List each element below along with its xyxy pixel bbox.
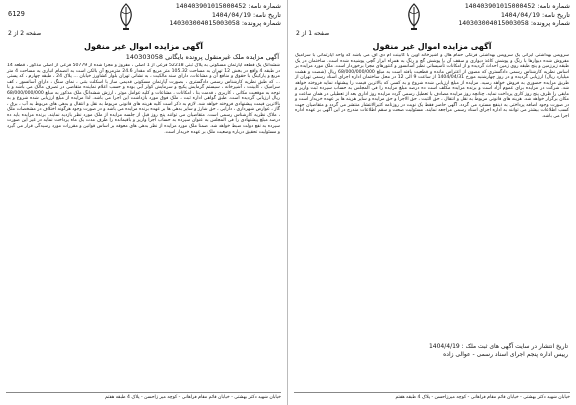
letter-no-label: شماره نامه: xyxy=(248,2,281,10)
letter-no: 140403901015000452 xyxy=(175,2,247,10)
notice-body: ششدانگ یک قطعه آپارتمان مسکونی به پلاک ثبتی 52218 فرعی از 1 اصلی ، مفروز و مجزا شده از 50779 فرعی از اصلی مذکور ، قطعه 14 در طبقه 4 واقع در بخش 12 تهران به مساحت 105.32 متر مربع که مقدار 24.6 مترمربع آن بالکن است به انضمام انباری به مساحت 4 متر مربع و پارکینگ با حقوق و منافع آن و مشاعات، دارای سند مالکیت ، به نشانی تهران بلوار کشاورز خیابان ... پلاک 24 ، طبقه چهارم ، کد پستی ... که طبق نظریه کارشناس رسمی دادگستری ، بصورت آپارتمان مسکونی قدیمی ساز با اسکلت بتنی ، نمای سنگ ، دارای آسانسور ، کف سرامیک ، کابینت ، آشپزخانه ، سیستم گرمایش پکیج و سرمایش کولر آبی بوده و حسب اعلام نماینده متقاضی در تصرف مالک می باشد و با توجه به موقعیت مکانی ، کاربری ، قدمت بنا ، امکانات ، مشاعات و کلیه عوامل موثر ، ارزش ششدانگ ملک مذکور به مبلغ 68/000/000/000 ریال ارزیابی گردیده است. طبق گواهی اداره ثبت ، ملک فوق مورد بازداشت این اجرا می باشد. لذا مزایده از مبلغ ارزیابی شده شروع و به بالاترین قیمت پیشنهادی فروخته خواهد شد. لازم به ذکر است کلیه هزینه های قانونی مربوط به نقل و انتقال و بدهی های مربوط به آب ، برق ، گاز ، عوارض شهرداری ، دارایی ، حق شارژ و سایر بدهی ها بر عهده برنده مزایده می باشد و در صورت وجود هرگونه اختلاف در مشخصات ملک ، ملاک نظریه کارشناس رسمی است. متقاضیان می توانند پنج روز قبل از جلسه مزایده از ملک مورد نظر بازدید نمایند. برنده مزایده باید ده درصد مبلغ پیشنهادی را فی المجلس به عنوان سپرده به حساب اجرا واریز و باقیمانده را ظرف مدت یک ماه پرداخت نماید در غیر این صورت سپرده به نفع دولت ضبط خواهد شد. ضمنا ملک مورد مزایده از نظر بدهی های معوقه بر اساس قوانین و مقررات مورد رسیدگی قرار می گیرد و مسئولیت تحقیق درباره وضعیت ملک بر عهده خریدار است. xyxy=(7,63,281,135)
letter-meta xyxy=(169,2,281,28)
letter-date: 1404/04/19 xyxy=(211,10,251,19)
page-title: آگهی مزایده اموال غیر منقول xyxy=(372,42,492,51)
letter-no: 140403901015000452 xyxy=(464,2,536,10)
page-number: صفحه 2 از 2 xyxy=(8,30,42,37)
page-footer xyxy=(294,392,570,401)
footer-address: خیابان شهید دکتر بهشتی - خیابان قائم مقام فراهانی - کوچه میرزاحسن - پلاک 4 طبقه هفتم xyxy=(395,395,570,400)
page-number: صفحه 1 از 2 xyxy=(296,30,330,37)
letter-date-label: تاریخ نامه: xyxy=(253,10,281,19)
case-no: 140303004015003058 xyxy=(169,19,240,27)
page-header xyxy=(288,0,576,42)
page-title: آگهی مزایده اموال غیر منقول xyxy=(84,42,203,51)
national-emblem-icon xyxy=(116,2,136,32)
notice-signature-block xyxy=(288,341,576,359)
case-no-label: شماره پرونده: xyxy=(241,19,281,27)
case-no: 140303004015003058 xyxy=(458,19,529,27)
page-subtitle: آگهی مزایده ملک غیرمنقول پرونده بایگانی 140303058 xyxy=(125,53,279,61)
document-page-1 xyxy=(288,0,576,405)
publish-date: تاریخ انتشار در سایت آگهی های ثبت ملک : 1404/4/19 xyxy=(428,343,568,350)
page-footer xyxy=(6,392,281,401)
letter-date-label: تاریخ نامه: xyxy=(542,10,570,19)
case-no-label: شماره پرونده: xyxy=(530,19,570,27)
national-emblem-icon xyxy=(404,2,424,32)
issuer: رییس اداره پنجم اجرای اسناد رسمی - عوالی زاده xyxy=(443,351,568,358)
letter-date: 1404/04/19 xyxy=(500,10,540,19)
letter-meta xyxy=(458,2,570,28)
tracking-code: 6129 xyxy=(8,10,25,18)
page-header xyxy=(0,0,287,42)
letter-no-label: شماره نامه: xyxy=(537,2,570,10)
notice-body: سرویس بهداشتی ایرانی یک سرویس بهداشتی فرنگی حمام هال و آشپزخانه اوپن با کابینت ام دی اف می باشد که واحد آپارتمانی با سرامیک مفروش شده دیوارها با رنگ و پوشش کاغذ دیواری و سقف آن با پوشش گچ و رنگ به همراه ابزار گچی پوشیده شده است. ساختمان در یک طبقه زیرزمین و پنج طبقه روی زمین احداث گردیده و از امکانات تأسیساتی نظیر آسانسور و کنتورهای مجزا برخوردار است. ملک مورد مزایده بر اساس نظریه کارشناس رسمی دادگستری که مصون از اعتراض مانده و قطعیت یافته است به مبلغ 68/000/000/000 ریال (شصت و هشت میلیارد ریال) ارزیابی گردیده و در روز چهارشنبه مورخ 1404/04/31 از ساعت 9 الی 12 در محل ساختمان اداره اجرای اسناد رسمی تهران از طریق مزایده حضوری به فروش خواهد رسید. مزایده از مبلغ ارزیابی شده شروع و به کسی که بالاترین قیمت را پیشنهاد نماید فروخته خواهد شد. شرکت در مزایده برای عموم آزاد است و برنده مزایده مکلف است ده درصد مبلغ مزایده را فی المجلس به حساب سپرده ثبت واریز و مابقی را ظرف پنج روز کاری پرداخت نماید. چنانچه روز مزایده مصادف با تعطیل رسمی گردد مزایده روز اداری بعد از تعطیلی در همان ساعت و مکان برگزار خواهد شد. هزینه های قانونی مربوط به نقل و انتقال ، حق الثبت ، حق الاجرا و حق مزایده و سایر هزینه ها بر عهده خریدار است و در صورت وجود اضافه پرداختی به ذینفع مسترد می گردد. آگهی حاضر فقط یک نوبت در روزنامه کثیرالانتشار منتشر می گردد و متقاضیان جهت کسب اطلاعات بیشتر می توانند به اداره اجرای اسناد رسمی مراجعه نمایند. مسئولیت صحت و سقم اطلاعات مندرج در این آگهی بر عهده اداره اجرا می باشد. xyxy=(295,53,570,120)
footer-address: خیابان شهید دکتر بهشتی - خیابان قائم مقام فراهانی - کوچه میر زاحسن - پلاک 4 طبقه هفتم xyxy=(105,395,281,400)
